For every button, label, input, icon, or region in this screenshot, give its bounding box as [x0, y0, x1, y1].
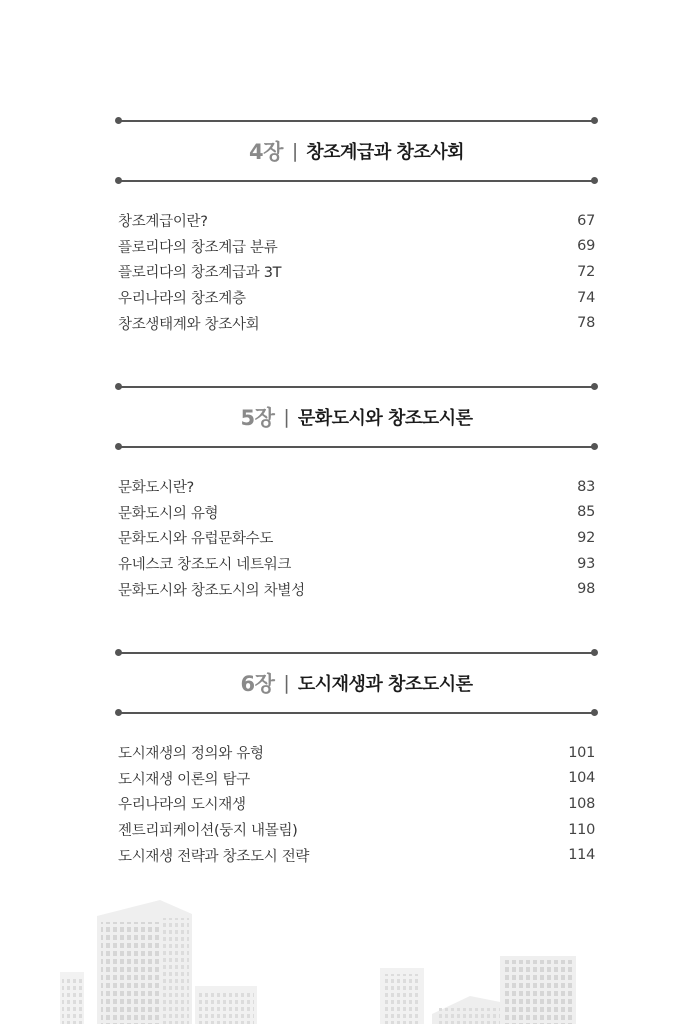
- chapter-number: 6장: [240, 672, 275, 696]
- entry-page: 85: [577, 504, 595, 521]
- entry-page: 98: [577, 581, 595, 598]
- entry-title: 우리나라의 창조계층: [118, 291, 246, 308]
- top-divider: [118, 120, 595, 122]
- chapter-heading: [118, 654, 595, 712]
- toc-list: [118, 740, 595, 868]
- chapter-6-section: [118, 652, 595, 868]
- entry-page: 101: [568, 744, 595, 761]
- chapter-separator: |: [283, 672, 290, 694]
- toc-entry[interactable]: [118, 285, 595, 311]
- entry-page: 108: [568, 795, 595, 812]
- entry-title: 문화도시란?: [118, 480, 194, 497]
- chapter-number: 5장: [240, 406, 275, 430]
- toc-entry[interactable]: [118, 766, 595, 792]
- entry-page: 92: [577, 529, 595, 546]
- entry-title: 도시재생의 정의와 유형: [118, 746, 264, 763]
- toc-entry[interactable]: [118, 234, 595, 260]
- entry-page: 104: [568, 770, 595, 787]
- top-divider: [118, 652, 595, 654]
- toc-entry[interactable]: [118, 208, 595, 234]
- toc-entry[interactable]: [118, 842, 595, 868]
- entry-page: 110: [568, 821, 595, 838]
- entry-title: 문화도시의 유형: [118, 505, 219, 522]
- entry-page: 74: [577, 289, 595, 306]
- toc-entry[interactable]: [118, 259, 595, 285]
- entry-title: 우리나라의 도시재생: [118, 797, 246, 814]
- entry-title: 젠트리피케이션(둥지 내몰림): [118, 823, 298, 840]
- chapter-heading: [118, 388, 595, 446]
- entry-page: 114: [568, 847, 595, 864]
- entry-page: 93: [577, 555, 595, 572]
- toc-entry[interactable]: [118, 551, 595, 577]
- entry-title: 유네스코 창조도시 네트워크: [118, 557, 292, 574]
- entry-title: 도시재생 전략과 창조도시 전략: [118, 848, 310, 865]
- toc-entry[interactable]: [118, 817, 595, 843]
- toc-entry[interactable]: [118, 791, 595, 817]
- toc-entry[interactable]: [118, 500, 595, 526]
- entry-page: 72: [577, 263, 595, 280]
- entry-title: 플로리다의 창조계급과 3T: [118, 265, 282, 282]
- toc-entry[interactable]: [118, 740, 595, 766]
- entry-title: 문화도시와 유럽문화수도: [118, 531, 274, 548]
- entry-title: 창조계급이란?: [118, 214, 208, 231]
- left-buildings: [60, 900, 257, 1024]
- chapter-number: 4장: [248, 140, 283, 164]
- entry-page: 78: [577, 315, 595, 332]
- chapter-title: 창조계급과 창조사회: [306, 142, 465, 163]
- city-skyline-illustration: [0, 894, 691, 1024]
- toc-list: [118, 208, 595, 336]
- toc-list: [118, 474, 595, 602]
- chapter-heading: [118, 122, 595, 180]
- bottom-divider: [118, 446, 595, 448]
- toc-entry[interactable]: [118, 310, 595, 336]
- right-buildings: [380, 956, 576, 1024]
- entry-page: 83: [577, 478, 595, 495]
- entry-title: 창조생태계와 창조사회: [118, 316, 260, 333]
- chapter-separator: |: [283, 406, 290, 428]
- bottom-divider: [118, 180, 595, 182]
- entry-title: 도시재생 이론의 탐구: [118, 771, 250, 788]
- chapter-title: 도시재생과 창조도시론: [297, 674, 473, 695]
- toc-entry[interactable]: [118, 576, 595, 602]
- entry-page: 67: [577, 212, 595, 229]
- bottom-divider: [118, 712, 595, 714]
- entry-title: 플로리다의 창조계급 분류: [118, 239, 278, 256]
- chapter-5-section: [118, 386, 595, 602]
- chapter-4-section: [118, 120, 595, 336]
- entry-page: 69: [577, 238, 595, 255]
- entry-title: 문화도시와 창조도시의 차별성: [118, 582, 305, 599]
- toc-entry[interactable]: [118, 474, 595, 500]
- chapter-title: 문화도시와 창조도시론: [297, 408, 473, 429]
- top-divider: [118, 386, 595, 388]
- chapter-separator: |: [291, 140, 299, 162]
- toc-entry[interactable]: [118, 525, 595, 551]
